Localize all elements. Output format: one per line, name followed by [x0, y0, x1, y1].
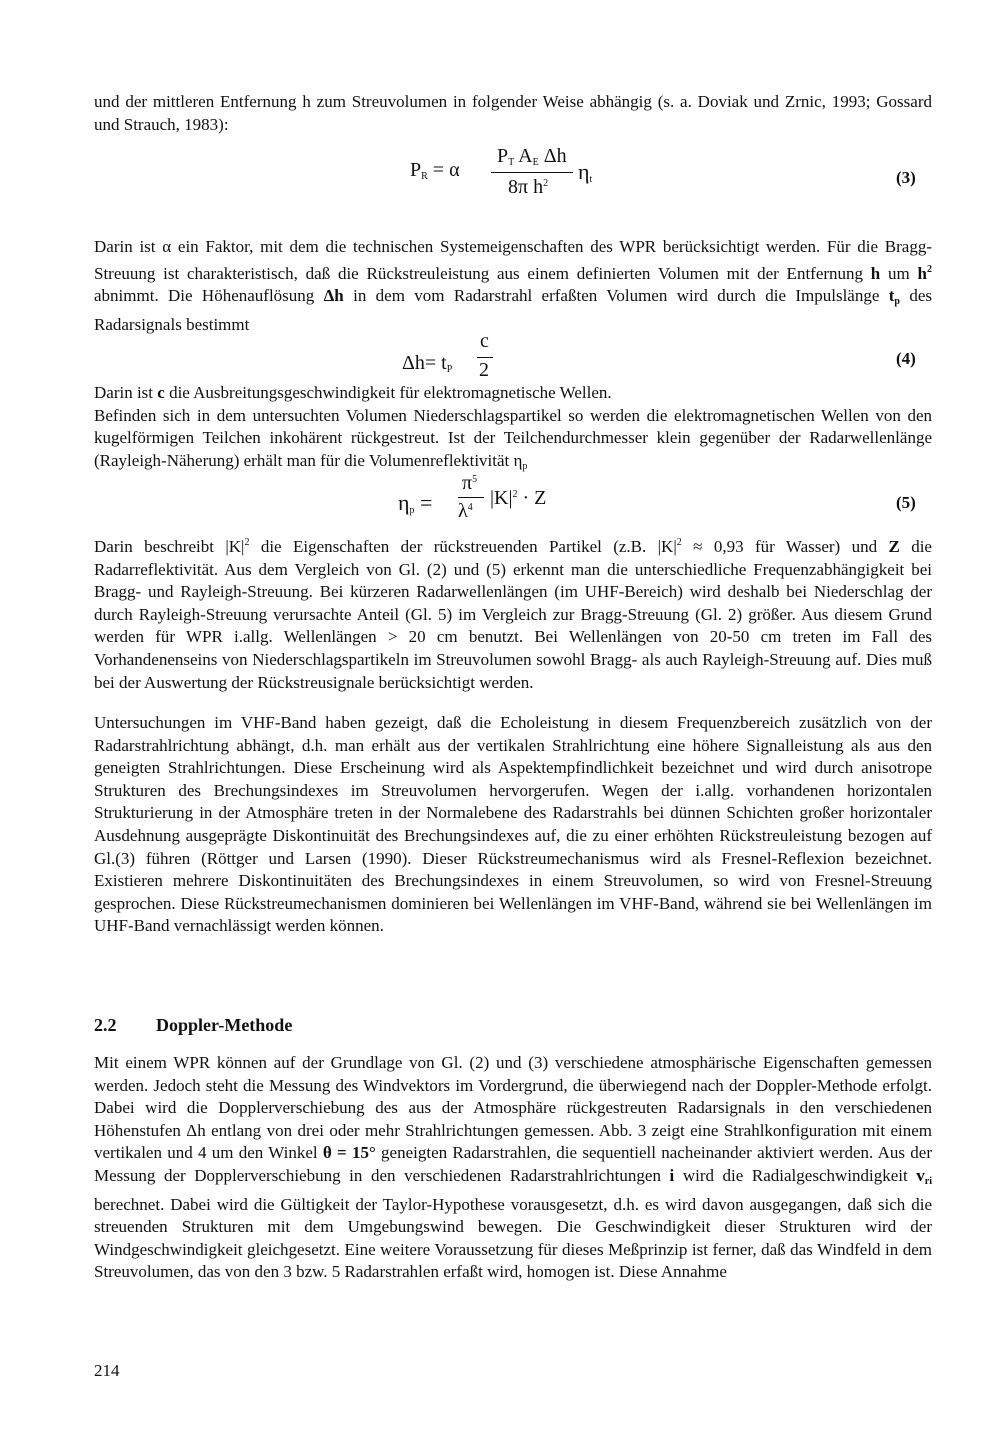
- section-number: 2.2: [94, 1015, 117, 1035]
- eq3-lhs: $P_R = \alpha$: [410, 159, 460, 182]
- eq5-lhs: $\eta_p$ =: [398, 490, 433, 516]
- eq4-fraction-line: [477, 357, 493, 358]
- eq3-eta: $\eta_t$: [578, 159, 593, 185]
- eq5-fraction-line: [458, 497, 484, 498]
- paragraph-5: Mit einem WPR können auf der Grundlage von Gl. (2) und (3) verschiedene atmosphärische Eigenschaften gemessen werden. Jedoch steht die Messung des Windvektors im Vordergrund, die überwiegend nach der Doppler-Methode erfolgt. Dabei wird die Dopplerverschiebung des aus der Atmosphäre rückgestreuten Radarsignals in den verschiedenen Höhenstufen Δh entlang von drei oder mehr Strahlrichtungen gemessen. Abb. 3 zeigt eine Strahlkonfiguration mit einem vertikalen und 4 um den Winkel θ = 15° geneigten Radarstrahlen, die sequentiell nacheinander aktiviert werden. Aus der Messung der Dopplerverschiebung in den verschiedenen Radarstrahlrichtungen i wird die Radialgeschwindigkeit $v_{ri}$ berechnet. Dabei wird die Gültigkeit der Taylor-Hypothese vorausgesetzt, d.h. es wird davon ausgegangen, daß sich die streuenden Strukturen mit dem Umgebungswind bewegen. Die Geschwindigkeit dieser Strukturen wird der Windgeschwindigkeit gleichgesetzt. Eine weitere Voraussetzung für dieses Meßprinzip ist ferner, daß das Windfeld in dem Streuvolumen, das von den 3 bzw. 5 Radarstrahlen erfaßt wird, homogen ist. Diese Annahme: [94, 1053, 932, 1282]
- eq4-number: (4): [896, 349, 916, 368]
- page-number: 214: [94, 1361, 120, 1380]
- eq3-fraction-line: [491, 172, 573, 173]
- section-heading: [94, 1015, 292, 1036]
- eq4-numerator: c: [480, 330, 489, 352]
- paragraph-2: Darin ist c die Ausbreitungsgeschwindigkeit für elektromagnetische Wellen. Befinden sich in dem untersuchten Volumen Niederschlagspartikel so werden die elektromagnetischen Wellen von den kugelförmigen Teilchen inkohärent rückgestreut. Ist der Teilchendurchmesser klein gegenüber der Radarwellenlänge (Rayleigh-Näherung) erhält man für die Volumenreflektivität $\eta_p$: [94, 383, 932, 472]
- eq5-numerator: $\pi^5$: [462, 472, 478, 494]
- eq5-number: (5): [896, 493, 916, 512]
- eq3-denominator: 8π $h^2$: [508, 176, 549, 198]
- paragraph-3: Darin beschreibt $|K|^2$ die Eigenschaften der rückstreuenden Partikel (z.B. $|K|^2 \approx 0,93$ für Wasser) und Z die Radarreflektivität. Aus dem Vergleich von Gl. (2) und (5) erkennt man die unterschiedliche Frequenzabhängigkeit bei Bragg- und Rayleigh-Streuung. Bei kürzeren Radarwellenlängen (im UHF-Bereich) wird deshalb bei Niederschlag der durch Rayleigh-Streuung verursachte Anteil (Gl. 5) im Vergleich zur Bragg-Streuung (Gl. 2) größer. Aus diesem Grund werden für WPR i.allg. Wellenlängen > 20 cm benutzt. Bei Wellenlängen von 20-50 cm treten im Fall des Vorhandenenseins von Niederschlagspartikeln im Streuvolumen sowohl Bragg- als auch Rayleigh-Streuung auf. Dies muß bei der Auswertung der Rückstreusignale berücksichtigt werden.: [94, 537, 932, 692]
- paragraph-1: Darin ist α ein Faktor, mit dem die technischen Systemeigenschaften des WPR berücksichtigt werden. Für die Bragg-Streuung ist charakteristisch, daß die Rückstreuleistung aus einem definierten Volumen mit der Entfernung h um $h^2$ abnimmt. Die Höhenauflösung Δh in dem vom Radarstrahl erfaßten Volumen wird durch die Impulslänge $t_p$ des Radarsignals bestimmt: [94, 237, 932, 334]
- eq5-k: $|K|^2 \cdot Z$: [490, 487, 547, 509]
- eq3-number: (3): [896, 168, 916, 187]
- eq4-denominator: 2: [479, 359, 489, 381]
- eq3-numerator: $P_T$ $A_E$ Δh: [497, 145, 567, 168]
- paragraph-4: Untersuchungen im VHF-Band haben gezeigt, daß die Echoleistung in diesem Frequenzbereich zusätzlich von der Radarstrahlrichtung abhängt, d.h. man erhält aus der vertikalen Strahlrichtung eine höhere Signalleistung als aus den geneigten Strahlrichtungen. Diese Erscheinung wird als Aspektempfindlichkeit bezeichnet und wird durch anisotrope Strukturen des Brechungsindexes im Streuvolumen hervorgerufen. Wegen der i.allg. vorhandenen horizontalen Strukturierung in der Atmosphäre treten in der Normalebene des Radarstrahls bei dünnen Schichten großer horizontaler Ausdehnung ausgeprägte Diskontinuität des Brechungsindexes auf, die zu einer erhöhten Rückstreuleistung bezogen auf Gl.(3) führen (Röttger und Larsen (1990). Dieser Rückstreumechanismus wird als Fresnel-Reflexion bezeichnet. Existieren mehrere Diskontinuitäten des Brechungsindexes in einem Streuvolumen, so wird von Fresnel-Streuung gesprochen. Diese Rückstreumechanismen dominieren bei Wellenlängen im VHF-Band, während sie bei Wellenlängen im UHF-Band vernachlässigt werden können.: [94, 713, 932, 936]
- intro-paragraph: und der mittleren Entfernung h zum Streuvolumen in folgender Weise abhängig (s. a. Doviak und Zrnic, 1993; Gossard und Strauch, 1983):: [94, 92, 932, 134]
- eq5-denominator: $\lambda^4$: [458, 500, 473, 522]
- section-title: Doppler-Methode: [156, 1015, 293, 1035]
- eq4-lhs: $\Delta h= t_P$: [402, 352, 453, 375]
